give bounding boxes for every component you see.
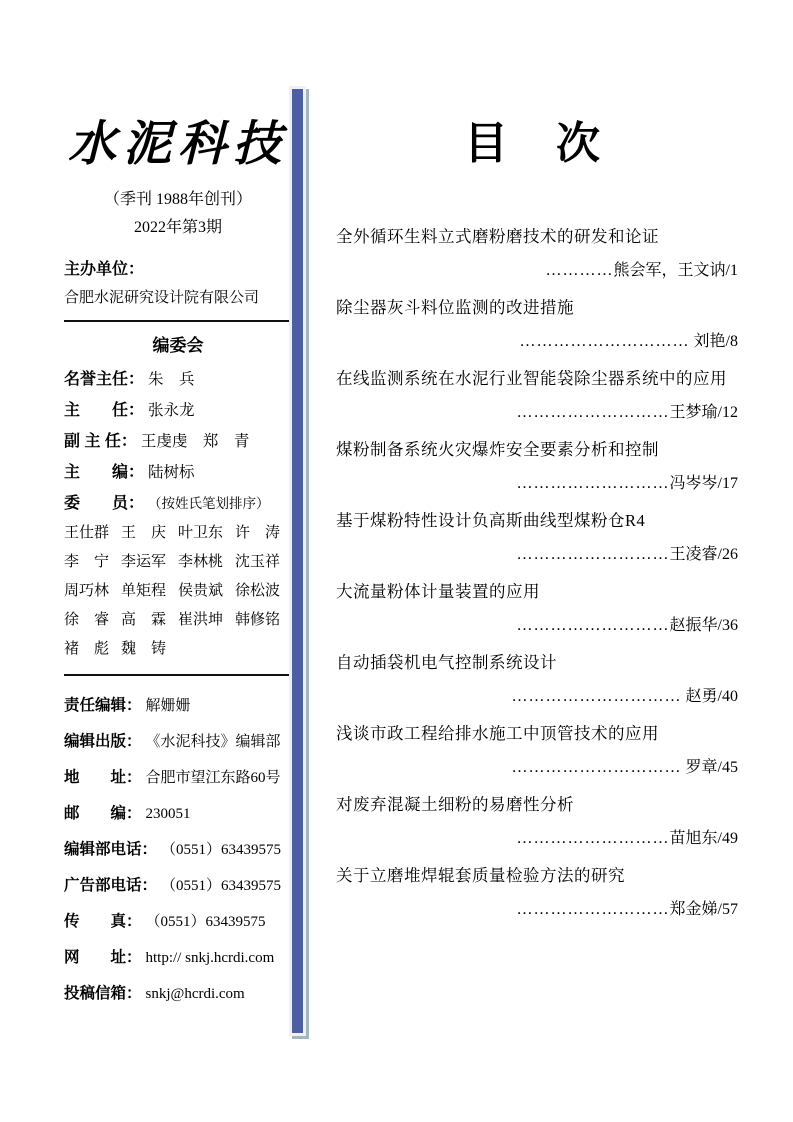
toc-entry-byline xyxy=(336,757,740,779)
toc-entry-byline xyxy=(336,686,740,708)
publication-label: 编辑部电话： xyxy=(64,841,158,858)
leader-dots: ………………………… xyxy=(519,333,690,350)
editorial-board-title: 编委会 xyxy=(152,336,204,355)
toc-entry-page: 26 xyxy=(722,546,738,563)
toc-entry xyxy=(336,865,740,921)
committee-member-name: 李运军 xyxy=(121,554,167,570)
toc-entry-title: 全外循环生料立式磨粉磨技术的研发和论证 xyxy=(336,227,659,246)
toc-entry-page: 36 xyxy=(722,617,738,634)
organizer-name: 合肥水泥研究设计院有限公司 xyxy=(64,290,260,306)
toc-entry xyxy=(336,368,740,424)
toc-entry-title: 关于立磨堆焊辊套质量检验方法的研究 xyxy=(336,866,625,885)
committee-member-name: 王 庆 xyxy=(121,525,167,541)
role-label: 委 员： xyxy=(64,495,145,512)
divider-rule-top xyxy=(64,320,292,322)
toc-entry-authors: 赵振华 xyxy=(669,617,718,634)
publication-value: 解姗姗 xyxy=(145,698,191,714)
role-value: 朱 兵 xyxy=(148,371,195,388)
page-separator: / xyxy=(717,546,722,563)
toc-entry-authors: 郑金娣 xyxy=(669,901,718,918)
leader-dots: ………… xyxy=(545,262,614,279)
page-separator: / xyxy=(717,475,722,492)
publication-value: snkj@hcrdi.com xyxy=(145,986,245,1002)
board-role-row xyxy=(64,395,292,426)
toc-entry-page: 8 xyxy=(730,333,738,350)
page-separator: / xyxy=(717,688,722,705)
publication-info xyxy=(64,688,292,1012)
toc-entry-title: 煤粉制备系统火灾爆炸安全要素分析和控制 xyxy=(336,440,659,459)
publication-value: （0551）63439575 xyxy=(161,878,282,894)
page-separator: / xyxy=(717,617,722,634)
leader-dots: ……………………… xyxy=(516,404,670,421)
toc-entry-authors: 罗章 xyxy=(681,759,718,776)
toc-entry-byline xyxy=(336,544,740,566)
toc-entry-authors: 王凌睿 xyxy=(669,546,718,563)
committee-member-name: 许 涛 xyxy=(235,525,281,541)
board-role-row xyxy=(64,488,292,519)
committee-member-name: 崔洪坤 xyxy=(178,612,224,628)
committee-members-grid xyxy=(64,519,292,664)
publication-value: （0551）63439575 xyxy=(145,914,266,930)
journal-title: 水泥科技 xyxy=(67,116,288,172)
journal-info-column xyxy=(64,112,292,1012)
toc-entry-title: 浅谈市政工程给排水施工中顶管技术的应用 xyxy=(336,724,659,743)
toc-entry-byline xyxy=(336,899,740,921)
committee-member-name: 单矩程 xyxy=(121,583,167,599)
publication-label: 网 址： xyxy=(64,949,142,966)
committee-member-name: 徐 睿 xyxy=(64,612,110,628)
publication-info-row xyxy=(64,940,292,976)
toc-entry xyxy=(336,510,740,566)
journal-subtitle: （季刊 1988年创刊） xyxy=(103,191,252,208)
table-of-contents xyxy=(336,118,740,936)
toc-entry-byline xyxy=(336,828,740,850)
toc-entry-title: 自动插袋机电气控制系统设计 xyxy=(336,653,557,672)
toc-entry-authors: 赵勇 xyxy=(681,688,718,705)
publication-info-row xyxy=(64,868,292,904)
toc-entry-page: 12 xyxy=(722,404,738,421)
editorial-board-roles xyxy=(64,364,292,519)
toc-entry-page: 49 xyxy=(722,830,738,847)
board-role-row xyxy=(64,426,292,457)
publication-info-row xyxy=(64,724,292,760)
toc-list xyxy=(336,226,740,921)
journal-issue: 2022年第3期 xyxy=(133,219,222,236)
publication-label: 责任编辑： xyxy=(64,697,142,714)
page-separator: / xyxy=(725,333,730,350)
publication-label: 广告部电话： xyxy=(64,877,158,894)
toc-entry-title: 对废弃混凝土细粉的易磨性分析 xyxy=(336,795,574,814)
committee-member-name: 沈玉祥 xyxy=(235,554,281,570)
role-label: 主 编： xyxy=(64,464,145,481)
toc-entry-title: 基于煤粉特性设计负高斯曲线型煤粉仓R4 xyxy=(336,511,646,530)
publication-label: 地 址： xyxy=(64,769,142,786)
board-role-row xyxy=(64,457,292,488)
publication-value: 《水泥科技》编辑部 xyxy=(145,734,281,750)
committee-member-name: 侯贵斌 xyxy=(178,583,224,599)
toc-title: 目 次 xyxy=(464,119,602,168)
role-label: 副 主 任： xyxy=(64,433,137,450)
committee-member-name: 徐松波 xyxy=(235,583,281,599)
committee-member-name: 王仕群 xyxy=(64,525,110,541)
role-value: （按姓氏笔划排序） xyxy=(148,496,270,511)
toc-entry xyxy=(336,723,740,779)
toc-entry xyxy=(336,297,740,353)
toc-entry xyxy=(336,439,740,495)
committee-member-name: 李 宁 xyxy=(64,554,110,570)
publication-info-row xyxy=(64,976,292,1012)
toc-entry-page: 45 xyxy=(722,759,738,776)
publication-value: （0551）63439575 xyxy=(161,842,282,858)
publication-label: 邮 编： xyxy=(64,805,142,822)
page-separator: / xyxy=(717,830,722,847)
toc-entry-authors: 王梦瑜 xyxy=(669,404,718,421)
committee-member-name: 李林桃 xyxy=(178,554,224,570)
vertical-divider-bar xyxy=(289,86,306,1036)
toc-entry-byline xyxy=(336,473,740,495)
toc-entry xyxy=(336,226,740,282)
publication-label: 编辑出版： xyxy=(64,733,142,750)
leader-dots: ……………………… xyxy=(516,617,670,634)
committee-member-name: 褚 彪 xyxy=(64,641,110,657)
leader-dots: ………………………… xyxy=(511,759,682,776)
page-separator: / xyxy=(717,901,722,918)
toc-entry-byline xyxy=(336,260,740,282)
role-label: 主 任： xyxy=(64,402,145,419)
toc-entry xyxy=(336,652,740,708)
publication-info-row xyxy=(64,688,292,724)
board-role-row xyxy=(64,364,292,395)
organizer-label: 主办单位： xyxy=(64,261,145,278)
publication-label: 投稿信箱： xyxy=(64,985,142,1002)
committee-member-name: 周巧林 xyxy=(64,583,110,599)
publication-label: 传 真： xyxy=(64,913,142,930)
toc-entry-authors: 刘艳 xyxy=(689,333,726,350)
page-separator: / xyxy=(717,404,722,421)
publication-value: 合肥市望江东路60号 xyxy=(145,770,281,786)
committee-member-name: 叶卫东 xyxy=(178,525,224,541)
toc-entry-page: 17 xyxy=(722,475,738,492)
divider-rule-bottom xyxy=(64,674,292,676)
toc-entry xyxy=(336,794,740,850)
committee-member-name: 韩修铭 xyxy=(235,612,281,628)
toc-entry-title: 除尘器灰斗料位监测的改进措施 xyxy=(336,298,574,317)
toc-entry-byline xyxy=(336,402,740,424)
toc-entry-authors: 冯岑岑 xyxy=(669,475,718,492)
leader-dots: ……………………… xyxy=(516,830,670,847)
toc-entry-page: 57 xyxy=(722,901,738,918)
publication-info-row xyxy=(64,832,292,868)
toc-entry-page: 40 xyxy=(722,688,738,705)
committee-member-name: 魏 铸 xyxy=(121,641,167,657)
toc-entry-byline xyxy=(336,615,740,637)
publication-info-row xyxy=(64,760,292,796)
leader-dots: ……………………… xyxy=(516,546,670,563)
toc-entry-title: 大流量粉体计量装置的应用 xyxy=(336,582,540,601)
toc-entry-page: 1 xyxy=(730,262,738,279)
publication-info-row xyxy=(64,796,292,832)
role-value: 王虔虔 郑 青 xyxy=(140,433,250,450)
toc-entry-authors: 熊会军，王文讷 xyxy=(613,262,726,279)
leader-dots: ………………………… xyxy=(511,688,682,705)
toc-entry-authors: 苗旭东 xyxy=(669,830,718,847)
publication-value: 230051 xyxy=(145,806,191,822)
role-label: 名誉主任： xyxy=(64,371,145,388)
publication-value: http:// snkj.hcrdi.com xyxy=(145,950,275,966)
role-value: 陆树标 xyxy=(148,464,195,481)
leader-dots: ……………………… xyxy=(516,901,670,918)
publication-info-row xyxy=(64,904,292,940)
toc-entry-title: 在线监测系统在水泥行业智能袋除尘器系统中的应用 xyxy=(336,369,727,388)
page-separator: / xyxy=(725,262,730,279)
toc-entry-byline xyxy=(336,331,740,353)
page-separator: / xyxy=(717,759,722,776)
committee-member-name: 高 霖 xyxy=(121,612,167,628)
role-value: 张永龙 xyxy=(148,402,195,419)
leader-dots: ……………………… xyxy=(516,475,670,492)
toc-entry xyxy=(336,581,740,637)
